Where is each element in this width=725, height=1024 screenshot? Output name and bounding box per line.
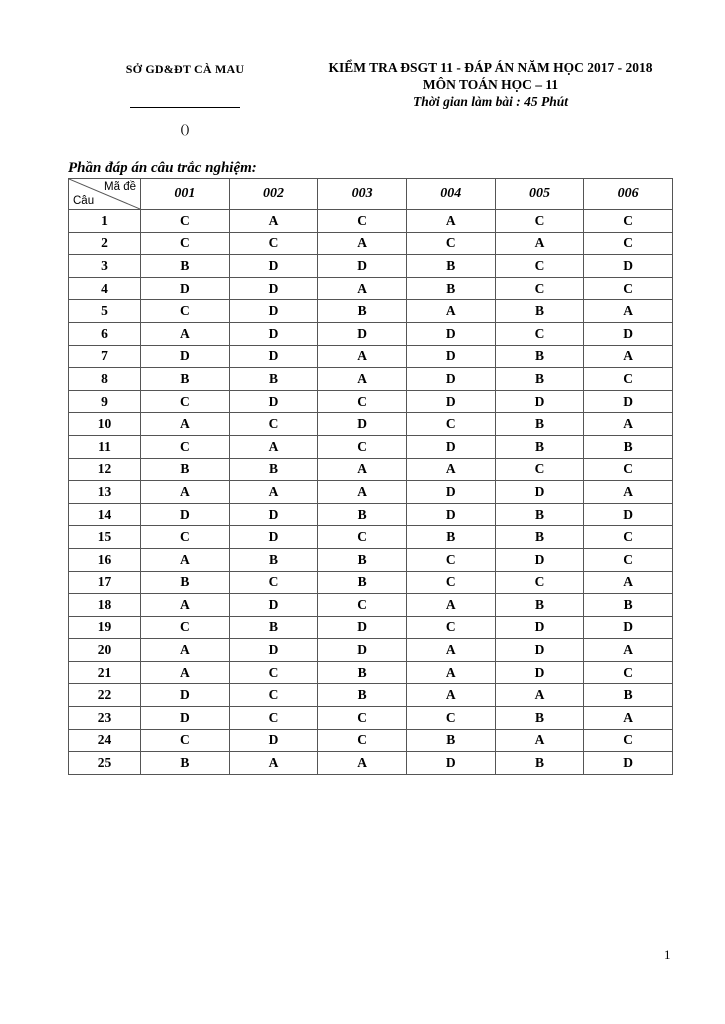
question-number-cell: 21 <box>69 661 141 684</box>
page-number: 1 <box>664 947 671 962</box>
answer-cell: B <box>495 503 584 526</box>
question-number-cell: 11 <box>69 435 141 458</box>
answer-cell: A <box>406 594 495 617</box>
question-number-cell: 25 <box>69 752 141 775</box>
answer-cell: B <box>229 368 318 391</box>
answer-cell: A <box>584 639 673 662</box>
answer-cell: A <box>406 300 495 323</box>
answer-cell: B <box>584 684 673 707</box>
answer-cell: D <box>229 526 318 549</box>
answer-cell: A <box>318 458 407 481</box>
answer-cell: B <box>141 752 230 775</box>
answer-cell: C <box>229 684 318 707</box>
answer-cell: D <box>584 322 673 345</box>
answer-cell: B <box>141 255 230 278</box>
table-row <box>69 345 673 368</box>
table-row <box>69 616 673 639</box>
answer-cell: B <box>141 571 230 594</box>
answer-cell: C <box>229 413 318 436</box>
answer-cell: A <box>406 639 495 662</box>
answer-cell: B <box>495 368 584 391</box>
answer-cell: A <box>141 322 230 345</box>
organization-name: SỞ GD&ĐT CÀ MAU <box>125 62 245 76</box>
answer-cell: B <box>495 707 584 730</box>
question-number-cell: 16 <box>69 548 141 571</box>
answer-cell: A <box>495 232 584 255</box>
answer-cell: B <box>406 729 495 752</box>
answer-cell: C <box>495 571 584 594</box>
answer-cell: B <box>406 526 495 549</box>
answer-cell: D <box>229 503 318 526</box>
answer-cell: B <box>229 548 318 571</box>
answer-cell: A <box>229 752 318 775</box>
answer-cell: D <box>141 277 230 300</box>
table-row <box>69 503 673 526</box>
answer-cell: C <box>584 210 673 233</box>
table-row <box>69 571 673 594</box>
answer-cell: D <box>229 639 318 662</box>
answer-cell: C <box>495 277 584 300</box>
question-number-cell: 3 <box>69 255 141 278</box>
code-header: 001 <box>141 179 230 210</box>
code-header: 004 <box>406 179 495 210</box>
table-row <box>69 277 673 300</box>
answer-cell: D <box>318 639 407 662</box>
answer-cell: A <box>584 345 673 368</box>
answer-cell: B <box>495 594 584 617</box>
header-divider <box>130 107 240 108</box>
answer-cell: D <box>229 300 318 323</box>
answer-cell: A <box>141 548 230 571</box>
answer-cell: D <box>141 503 230 526</box>
answer-cell: C <box>406 548 495 571</box>
table-row <box>69 413 673 436</box>
question-number-cell: 8 <box>69 368 141 391</box>
table-row <box>69 661 673 684</box>
table-row <box>69 232 673 255</box>
answer-cell: D <box>406 390 495 413</box>
question-number-cell: 15 <box>69 526 141 549</box>
answer-cell: A <box>141 661 230 684</box>
table-row <box>69 639 673 662</box>
answer-cell: C <box>584 458 673 481</box>
answer-cell: D <box>406 345 495 368</box>
question-number-cell: 19 <box>69 616 141 639</box>
question-number-cell: 9 <box>69 390 141 413</box>
answer-cell: B <box>318 661 407 684</box>
answer-cell: D <box>495 616 584 639</box>
question-number-cell: 14 <box>69 503 141 526</box>
answer-cell: B <box>318 684 407 707</box>
answer-cell: A <box>495 729 584 752</box>
answer-cell: D <box>406 503 495 526</box>
answer-cell: A <box>584 300 673 323</box>
corner-label-code: Mã đề <box>104 181 136 193</box>
answer-cell: B <box>318 300 407 323</box>
code-header: 005 <box>495 179 584 210</box>
question-number-cell: 10 <box>69 413 141 436</box>
code-header: 006 <box>584 179 673 210</box>
answer-cell: C <box>229 661 318 684</box>
answer-cell: D <box>229 322 318 345</box>
answer-cell: D <box>141 345 230 368</box>
table-row <box>69 526 673 549</box>
answer-cell: C <box>318 707 407 730</box>
question-number-cell: 4 <box>69 277 141 300</box>
answer-cell: D <box>584 503 673 526</box>
table-row <box>69 684 673 707</box>
code-header: 002 <box>229 179 318 210</box>
question-number-cell: 1 <box>69 210 141 233</box>
table-row <box>69 368 673 391</box>
answer-cell: D <box>406 435 495 458</box>
answer-cell: C <box>495 255 584 278</box>
answer-cell: C <box>229 571 318 594</box>
header-right <box>318 60 663 110</box>
table-row <box>69 322 673 345</box>
table-header-row <box>69 179 673 210</box>
header-left <box>95 62 275 137</box>
answer-cell: D <box>495 639 584 662</box>
table-row <box>69 390 673 413</box>
answer-cell: C <box>318 594 407 617</box>
answer-cell: B <box>318 548 407 571</box>
answer-cell: D <box>318 413 407 436</box>
answer-cell: B <box>406 255 495 278</box>
answer-cell: D <box>406 752 495 775</box>
code-header: 003 <box>318 179 407 210</box>
table-row <box>69 300 673 323</box>
answer-cell: C <box>318 435 407 458</box>
answer-cell: A <box>141 413 230 436</box>
answer-cell: C <box>318 729 407 752</box>
answer-cell: B <box>229 458 318 481</box>
answer-cell: D <box>229 255 318 278</box>
answer-cell: B <box>584 594 673 617</box>
answer-cell: D <box>584 390 673 413</box>
answer-cell: D <box>318 322 407 345</box>
answer-cell: C <box>406 707 495 730</box>
answer-cell: B <box>141 458 230 481</box>
answer-cell: A <box>406 458 495 481</box>
answer-cell: C <box>318 210 407 233</box>
answer-cell: C <box>584 661 673 684</box>
answer-cell: B <box>141 368 230 391</box>
answer-cell: C <box>584 548 673 571</box>
answer-cell: B <box>495 526 584 549</box>
header-parentheses: () <box>180 121 190 136</box>
answer-cell: C <box>229 707 318 730</box>
answer-cell: C <box>495 322 584 345</box>
answer-cell: C <box>229 232 318 255</box>
answer-cell: B <box>495 300 584 323</box>
answer-cell: B <box>495 413 584 436</box>
exam-duration: Thời gian làm bài : 45 Phút <box>412 94 569 109</box>
answer-cell: C <box>584 232 673 255</box>
answer-cell: A <box>584 707 673 730</box>
answer-cell: D <box>406 368 495 391</box>
answer-cell: A <box>318 752 407 775</box>
answer-table-body <box>69 210 673 775</box>
answer-cell: B <box>406 277 495 300</box>
answer-cell: B <box>229 616 318 639</box>
table-row <box>69 458 673 481</box>
answer-cell: C <box>495 210 584 233</box>
question-number-cell: 20 <box>69 639 141 662</box>
answer-cell: C <box>584 729 673 752</box>
answer-cell: C <box>141 210 230 233</box>
answer-cell: C <box>318 526 407 549</box>
table-row <box>69 435 673 458</box>
question-number-cell: 12 <box>69 458 141 481</box>
question-number-cell: 6 <box>69 322 141 345</box>
answer-cell: C <box>495 458 584 481</box>
answer-cell: A <box>584 571 673 594</box>
question-number-cell: 22 <box>69 684 141 707</box>
answer-cell: A <box>584 481 673 504</box>
answer-cell: D <box>141 684 230 707</box>
answer-cell: A <box>318 277 407 300</box>
answer-cell: D <box>229 594 318 617</box>
table-row <box>69 548 673 571</box>
question-number-cell: 5 <box>69 300 141 323</box>
answer-cell: C <box>141 616 230 639</box>
question-number-cell: 18 <box>69 594 141 617</box>
answer-cell: D <box>495 548 584 571</box>
answer-cell: C <box>141 232 230 255</box>
answer-cell: D <box>318 616 407 639</box>
answer-cell: B <box>495 345 584 368</box>
answer-cell: C <box>406 413 495 436</box>
answer-cell: D <box>495 661 584 684</box>
answer-cell: A <box>406 210 495 233</box>
question-number-cell: 17 <box>69 571 141 594</box>
answer-cell: B <box>318 503 407 526</box>
answer-cell: B <box>584 435 673 458</box>
table-row <box>69 707 673 730</box>
answer-cell: A <box>318 232 407 255</box>
answer-cell: A <box>584 413 673 436</box>
answer-cell: A <box>406 684 495 707</box>
question-number-cell: 7 <box>69 345 141 368</box>
answer-cell: A <box>229 435 318 458</box>
corner-label-question: Câu <box>73 195 95 207</box>
answer-cell: D <box>141 707 230 730</box>
answer-cell: C <box>141 526 230 549</box>
answer-cell: A <box>318 345 407 368</box>
answer-cell: D <box>495 481 584 504</box>
answer-cell: A <box>318 368 407 391</box>
answer-cell: D <box>406 322 495 345</box>
question-number-cell: 13 <box>69 481 141 504</box>
answer-cell: D <box>406 481 495 504</box>
table-row <box>69 729 673 752</box>
answer-cell: C <box>141 390 230 413</box>
answer-cell: A <box>141 481 230 504</box>
answer-cell: D <box>584 752 673 775</box>
answer-cell: D <box>229 277 318 300</box>
answer-cell: A <box>406 661 495 684</box>
table-row <box>69 255 673 278</box>
answer-cell: D <box>229 729 318 752</box>
table-row <box>69 210 673 233</box>
answer-cell: C <box>141 729 230 752</box>
answer-cell: C <box>406 616 495 639</box>
answer-cell: C <box>141 435 230 458</box>
answer-cell: C <box>584 526 673 549</box>
answer-cell: D <box>584 616 673 639</box>
answer-cell: D <box>495 390 584 413</box>
answer-cell: D <box>229 345 318 368</box>
table-row <box>69 752 673 775</box>
question-number-cell: 2 <box>69 232 141 255</box>
answer-cell: D <box>584 255 673 278</box>
answer-cell: C <box>584 277 673 300</box>
answer-cell: C <box>318 390 407 413</box>
answer-cell: D <box>318 255 407 278</box>
table-corner-cell <box>69 179 141 210</box>
question-number-cell: 23 <box>69 707 141 730</box>
exam-title: KIỂM TRA ĐSGT 11 - ĐÁP ÁN NĂM HỌC 2017 - 2018 <box>328 60 653 75</box>
answer-cell: C <box>406 571 495 594</box>
answer-cell: C <box>406 232 495 255</box>
answer-cell: C <box>584 368 673 391</box>
section-title: Phần đáp án câu trắc nghiệm: <box>68 160 257 176</box>
answer-key-table <box>68 178 673 775</box>
table-row <box>69 481 673 504</box>
answer-cell: A <box>141 639 230 662</box>
answer-cell: B <box>495 435 584 458</box>
answer-cell: A <box>229 210 318 233</box>
answer-cell: A <box>141 594 230 617</box>
answer-cell: A <box>495 684 584 707</box>
answer-cell: B <box>318 571 407 594</box>
table-row <box>69 594 673 617</box>
answer-cell: D <box>229 390 318 413</box>
answer-cell: B <box>495 752 584 775</box>
answer-cell: A <box>318 481 407 504</box>
question-number-cell: 24 <box>69 729 141 752</box>
answer-cell: C <box>141 300 230 323</box>
exam-subject: MÔN TOÁN HỌC – 11 <box>422 77 559 92</box>
answer-cell: A <box>229 481 318 504</box>
